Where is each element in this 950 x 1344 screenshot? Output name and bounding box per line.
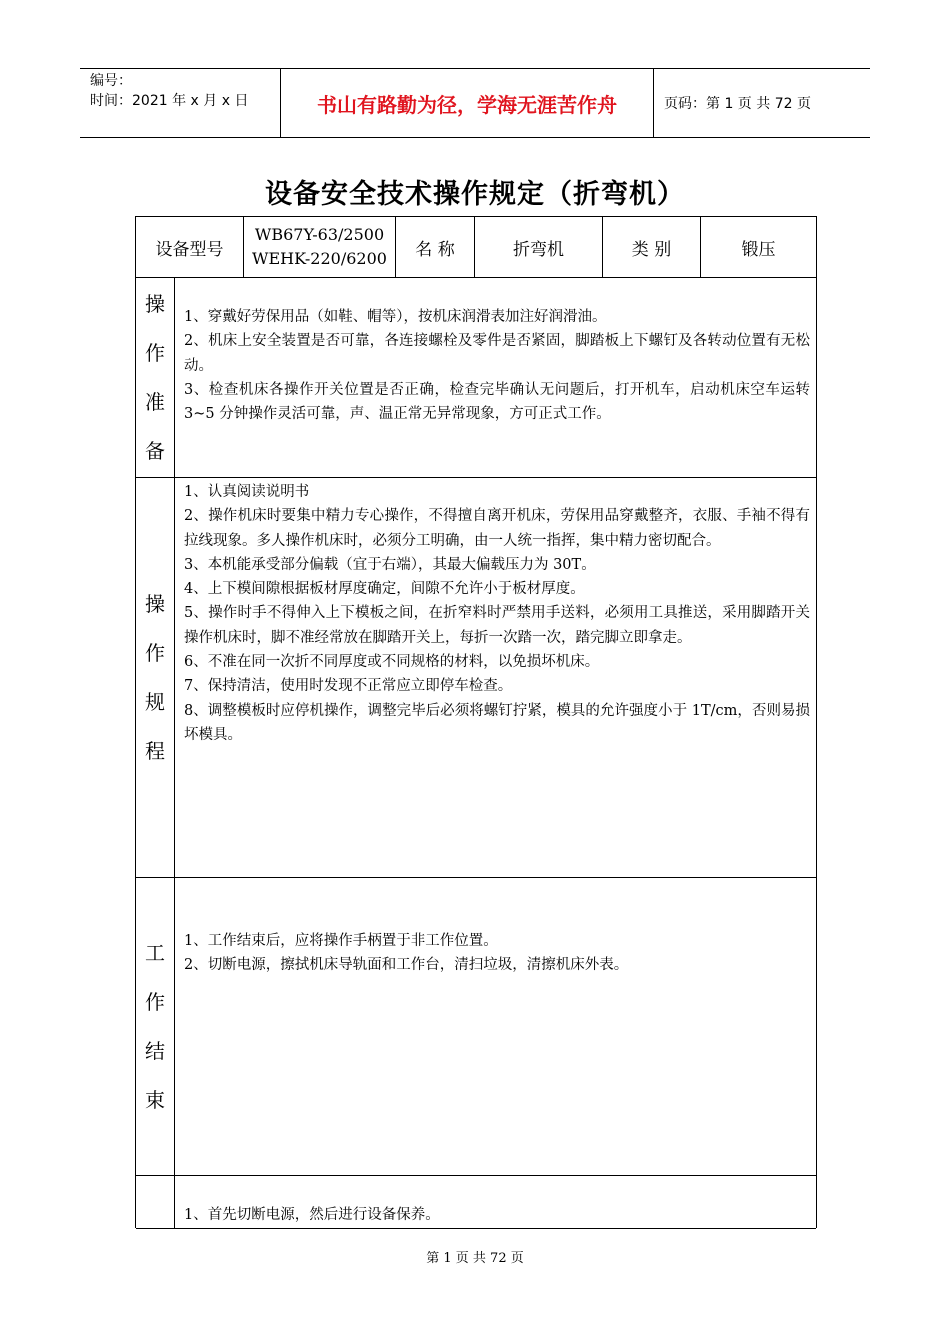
label-char: 结 — [145, 1038, 165, 1063]
section-procedure — [136, 478, 816, 878]
section-maintenance — [136, 1176, 816, 1229]
section-label — [136, 1176, 175, 1228]
name-value: 折弯机 — [475, 217, 603, 277]
list-item: 2、机床上安全装置是否可靠，各连接螺栓及零件是否紧固，脚踏板上下螺钉及各转动位置有无松动。 — [184, 333, 810, 374]
procedure-table — [135, 216, 817, 1228]
document-number: 编号： — [90, 73, 132, 89]
document-title: 设备安全技术操作规定（折弯机） — [265, 179, 685, 210]
name-label: 名 称 — [396, 217, 475, 277]
label-char: 操 — [145, 291, 165, 316]
equipment-info-row — [136, 217, 816, 278]
section-label — [136, 278, 175, 477]
label-char: 备 — [145, 438, 165, 463]
label-char: 作 — [145, 640, 165, 665]
label-char: 规 — [145, 689, 165, 714]
document-date: 时间：2021 年 x 月 x 日 — [90, 93, 249, 109]
list-item: 1、工作结束后，应将操作手柄置于非工作位置。 — [184, 933, 498, 949]
list-item: 1、认真阅读说明书 — [184, 484, 310, 500]
label-char: 程 — [145, 738, 165, 763]
section-finish — [136, 878, 816, 1176]
section-body — [184, 305, 810, 426]
model-label: 设备型号 — [136, 217, 244, 277]
section-body — [184, 929, 810, 978]
label-char: 操 — [145, 591, 165, 616]
list-item: 2、操作机床时要集中精力专心操作，不得擅自离开机床，劳保用品穿戴整齐，衣服、手袖不得有拉线现象。多人操作机床时，必须分工明确，由一人统一指挥，集中精力密切配合。 — [184, 508, 810, 549]
section-preparation — [136, 278, 816, 478]
label-char: 束 — [145, 1087, 165, 1112]
list-item: 4、上下模间隙根据板材厚度确定，间隙不允许小于板材厚度。 — [184, 581, 585, 598]
model-value-1: WB67Y-63/2500 — [254, 225, 385, 244]
list-item: 7、保持清洁，使用时发现不正常应立即停车检查。 — [184, 678, 513, 695]
list-item: 3、本机能承受部分偏载（宜于右端），其最大偏载压力为 30T。 — [184, 556, 596, 573]
header-motto: 书山有路勤为径，学海无涯苦作舟 — [280, 69, 654, 137]
label-char: 准 — [145, 389, 165, 414]
label-char: 作 — [145, 989, 165, 1014]
category-value: 锻压 — [741, 239, 776, 260]
section-label — [136, 878, 175, 1175]
model-value — [244, 217, 396, 277]
list-item: 3、检查机床各操作开关位置是否正确，检查完毕确认无问题后，打开机车，启动机床空车运转 3~5 分钟操作灵活可靠，声、温正常无异常现象，方可正式工作。 — [184, 381, 810, 423]
label-char: 工 — [145, 940, 165, 965]
list-item: 2、切断电源，擦拭机床导轨面和工作台，清扫垃圾，清擦机床外表。 — [184, 957, 629, 974]
list-item: 1、首先切断电源，然后进行设备保养。 — [184, 1207, 440, 1223]
list-item: 5、操作时手不得伸入上下模板之间，在折窄料时严禁用手送料，必须用工具推送，采用脚踏开关操作机床时，脚不准经常放在脚踏开关上，每折一次踏一次，踏完脚立即拿走。 — [184, 605, 810, 646]
section-label — [136, 478, 175, 877]
page-header — [80, 68, 870, 138]
model-value-2: WEHK-220/6200 — [252, 249, 387, 268]
list-item: 1、穿戴好劳保用品（如鞋、帽等），按机床润滑表加注好润滑油。 — [184, 309, 607, 325]
section-body — [184, 1203, 810, 1227]
header-page-info: 页码：第 1 页 共 72 页 — [664, 96, 811, 112]
list-item: 6、不准在同一次折不同厚度或不同规格的材料，以免损坏机床。 — [184, 654, 600, 671]
list-item: 8、调整模板时应停机操作，调整完毕后必须将螺钉拧紧，模具的允许强度小于 1T/cm，否则易损坏模具。 — [184, 702, 810, 743]
category-label: 类 别 — [603, 217, 701, 277]
header-meta — [80, 69, 290, 137]
section-body — [184, 480, 810, 747]
label-char: 作 — [145, 340, 165, 365]
page-footer: 第 1 页 共 72 页 — [426, 1251, 524, 1266]
